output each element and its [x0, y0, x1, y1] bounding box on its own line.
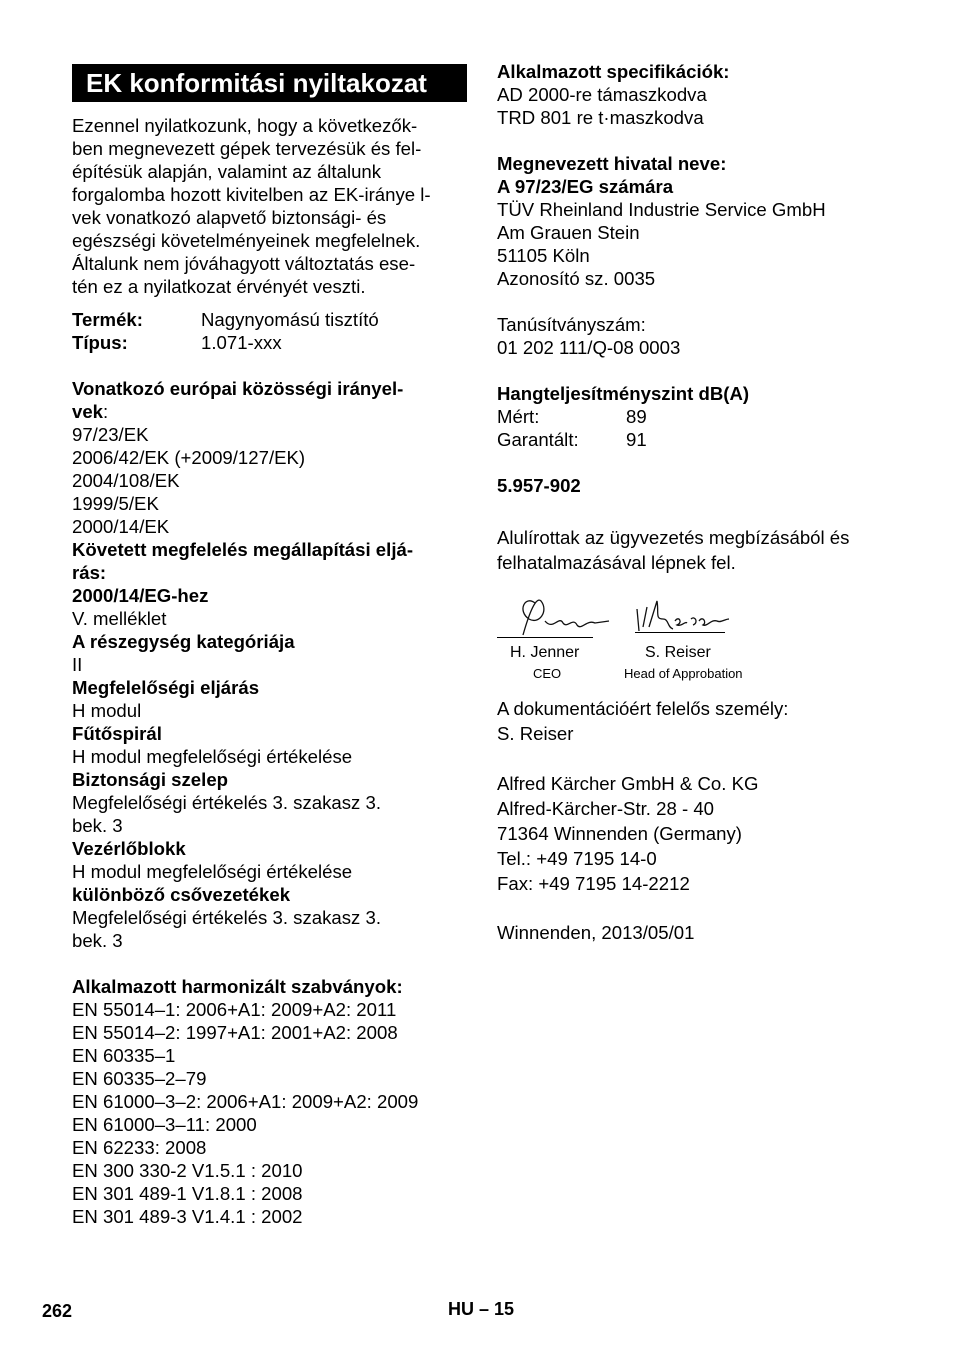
assessment-value: H modul: [72, 700, 142, 721]
intro-line: Ezennel nyilatkozunk, hogy a következők-: [72, 115, 418, 136]
specs-section: [497, 60, 907, 129]
signature-block: [497, 591, 907, 696]
mandate-paragraph: [497, 525, 907, 575]
intro-line: egészségi követelményeinek megfelelnek.: [72, 230, 421, 251]
standards-section: [72, 975, 467, 1228]
assessment-heading: Biztonsági szelep: [72, 769, 229, 790]
sound-measured-row: [497, 405, 907, 428]
standard-item: EN 55014–1: 2006+A1: 2009+A2: 2011: [72, 999, 397, 1020]
certificate-section: [497, 313, 907, 359]
product-label: Termék:: [72, 309, 143, 330]
intro-line: forgalomba hozott kivitelben az EK-iránye l-: [72, 184, 431, 205]
sound-section: [497, 382, 907, 451]
directive-item: 2006/42/EK (+2009/127/EK): [72, 447, 306, 468]
guaranteed-label: Garantált:: [497, 429, 579, 450]
documentation-section: [497, 696, 907, 746]
standards-heading: Alkalmazott harmonizált szabványok:: [72, 976, 403, 997]
intro-line: tén ez a nyilatkozat érvényét veszti.: [72, 276, 366, 297]
notified-body-line: Am Grauen Stein: [497, 222, 640, 243]
intro-line: vek vonatkozó alapvető biztonsági- és: [72, 207, 387, 228]
assessment-value: H modul megfelelőségi értékelése: [72, 861, 353, 882]
procedure-heading-cont: rás:: [72, 562, 107, 583]
signatory-left-role: CEO: [533, 666, 562, 681]
company-address: [497, 771, 907, 896]
assessment-value: bek. 3: [72, 930, 123, 951]
notified-body-section: [497, 152, 907, 290]
company-line: Tel.: +49 7195 14-0: [497, 848, 657, 869]
standard-item: EN 61000–3–11: 2000: [72, 1114, 257, 1135]
assessment-value: Megfelelőségi értékelés 3. szakasz 3.: [72, 792, 382, 813]
guaranteed-value: 91: [626, 429, 647, 450]
right-column: [497, 60, 907, 944]
type-row: [72, 331, 467, 354]
company-line: 71364 Winnenden (Germany): [497, 823, 742, 844]
part-number: 5.957-902: [497, 475, 581, 496]
certificate-label: Tanúsítványszám:: [497, 314, 646, 335]
signature-line-right: [635, 632, 725, 633]
documentation-name: S. Reiser: [497, 723, 574, 744]
signature-reiser-image: [633, 597, 733, 637]
left-column: [72, 60, 467, 1228]
assessment-list: [72, 630, 467, 952]
intro-line: ben megnevezett gépek tervezésük és fel-: [72, 138, 422, 159]
assessment-heading: Fűtőspirál: [72, 723, 162, 744]
standard-item: EN 60335–1: [72, 1045, 176, 1066]
directives-heading-cont: vek: [72, 401, 104, 422]
mandate-line: Alulírottak az ügyvezetés megbízásából és: [497, 527, 850, 548]
directives-section: [72, 377, 467, 538]
type-value: 1.071-xxx: [201, 332, 282, 353]
directive-item: 97/23/EK: [72, 424, 149, 445]
notified-body-subheading: A 97/23/EG számára: [497, 176, 674, 197]
assessment-heading: Megfelelőségi eljárás: [72, 677, 260, 698]
intro-paragraph: [72, 114, 467, 298]
signatory-right-role: Head of Approbation: [624, 666, 743, 681]
signatory-right-name: S. Reiser: [645, 644, 711, 661]
measured-label: Mért:: [497, 406, 540, 427]
product-row: [72, 308, 467, 331]
page-number: 262: [42, 1301, 73, 1321]
intro-line: Általunk nem jóváhagyott változtatás ese-: [72, 253, 416, 274]
notified-body-heading: Megnevezett hivatal neve:: [497, 153, 727, 174]
documentation-label: A dokumentációért felelős személy:: [497, 698, 789, 719]
standard-item: EN 301 489-1 V1.8.1 : 2008: [72, 1183, 303, 1204]
assessment-heading: különböző csővezetékek: [72, 884, 291, 905]
measured-value: 89: [626, 406, 647, 427]
assessment-value: II: [72, 654, 83, 675]
directive-item: 2004/108/EK: [72, 470, 180, 491]
notified-body-line: TÜV Rheinland Industrie Service GmbH: [497, 199, 826, 220]
notified-body-line: 51105 Köln: [497, 245, 590, 266]
spec-item: TRD 801 re t·maszkodva: [497, 107, 704, 128]
standard-item: EN 300 330-2 V1.5.1 : 2010: [72, 1160, 303, 1181]
procedure-heading: Követett megfelelés megállapítási eljá-: [72, 539, 414, 560]
specs-heading: Alkalmazott specifikációk:: [497, 61, 730, 82]
notified-body-line: Azonosító sz. 0035: [497, 268, 656, 289]
company-line: Fax: +49 7195 14-2212: [497, 873, 690, 894]
assessment-value: Megfelelőségi értékelés 3. szakasz 3.: [72, 907, 382, 928]
directives-heading: Vonatkozó európai közösségi irányel-: [72, 378, 404, 399]
assessment-heading: A részegység kategóriája: [72, 631, 295, 652]
product-value: Nagynyomású tisztító: [201, 309, 379, 330]
directive-item: 1999/5/EK: [72, 493, 159, 514]
signature-jenner-image: [505, 591, 615, 641]
standard-item: EN 301 489-3 V1.4.1 : 2002: [72, 1206, 303, 1227]
signature-line-left: [497, 637, 593, 638]
assessment-value: bek. 3: [72, 815, 123, 836]
procedure-section: [72, 538, 467, 630]
sound-heading: Hangteljesítményszint dB(A): [497, 383, 750, 404]
section-page-label: HU – 15: [448, 1299, 515, 1319]
page-title: EK konformitási nyiltakozat: [72, 64, 467, 102]
standard-item: EN 61000–3–2: 2006+A1: 2009+A2: 2009: [72, 1091, 419, 1112]
sound-guaranteed-row: [497, 428, 907, 451]
place-date: Winnenden, 2013/05/01: [497, 922, 695, 943]
directives-colon: :: [103, 401, 109, 422]
type-label: Típus:: [72, 332, 128, 353]
certificate-number: 01 202 111/Q-08 0003: [497, 337, 681, 358]
intro-line: építésük alapján, valamint az általunk: [72, 161, 382, 182]
mandate-line: felhatalmazásával lépnek fel.: [497, 552, 736, 573]
procedure-subheading: 2000/14/EG-hez: [72, 585, 209, 606]
signatory-left-name: H. Jenner: [510, 644, 580, 661]
company-line: Alfred Kärcher GmbH & Co. KG: [497, 773, 759, 794]
directive-item: 2000/14/EK: [72, 516, 170, 537]
standard-item: EN 62233: 2008: [72, 1137, 207, 1158]
standard-item: EN 60335–2–79: [72, 1068, 207, 1089]
standard-item: EN 55014–2: 1997+A1: 2001+A2: 2008: [72, 1022, 398, 1043]
assessment-heading: Vezérlőblokk: [72, 838, 186, 859]
spec-item: AD 2000-re támaszkodva: [497, 84, 707, 105]
company-line: Alfred-Kärcher-Str. 28 - 40: [497, 798, 715, 819]
assessment-value: H modul megfelelőségi értékelése: [72, 746, 353, 767]
procedure-value: V. melléklet: [72, 608, 167, 629]
